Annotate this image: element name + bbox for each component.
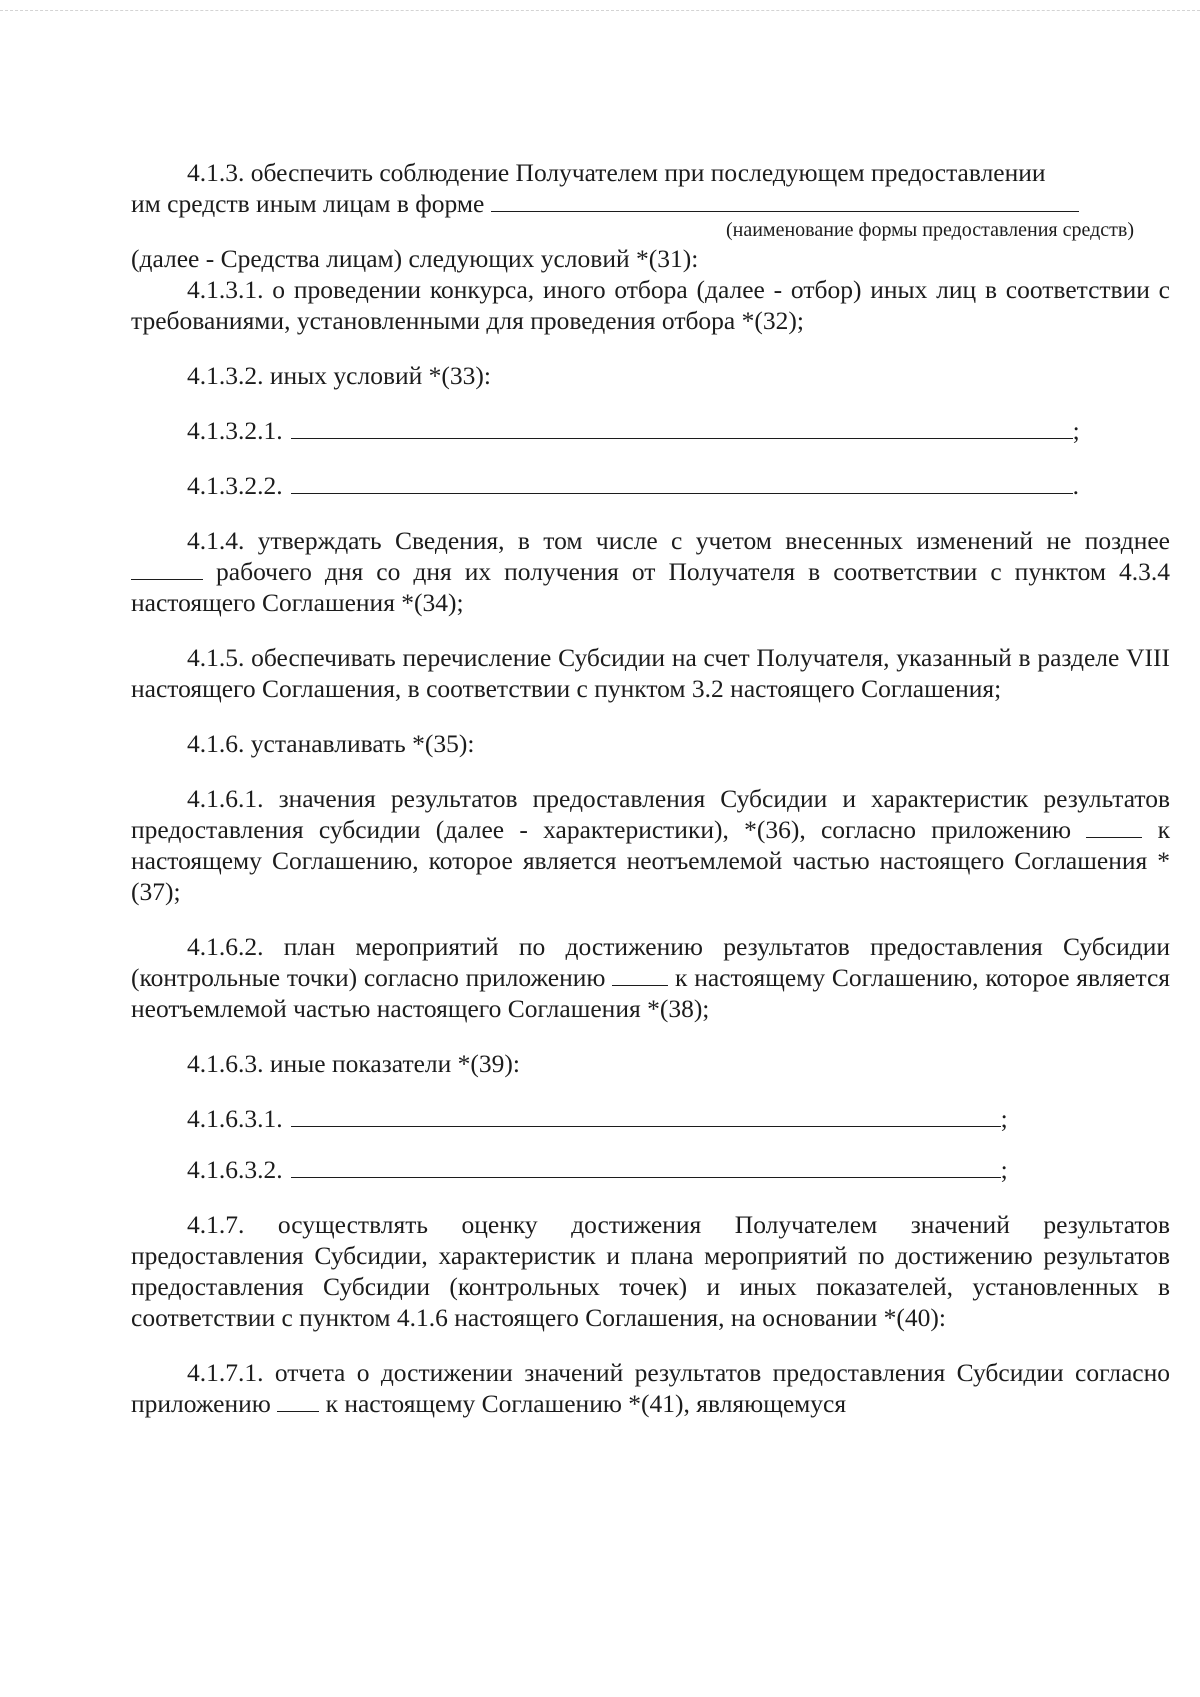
days-blank: [131, 557, 203, 580]
paragraph-4-1-4: 4.1.4. утверждать Сведения, в том числе с учетом внесенных изменений не позднее рабочего дня со дня их получения от Получателя в соответствии с пунктом 4.3.4 настоящего Соглашения *(34);: [131, 526, 1170, 617]
form-type-blank: [491, 189, 1079, 212]
paragraph-4-1-3-2: 4.1.3.2. иных условий *(33):: [187, 361, 491, 390]
paragraph-4-1-3-1: 4.1.3.1. о проведении конкурса, иного отбора (далее - отбор) иных лиц в соответствии с требованиями, установленными для проведения отбора *(32);: [131, 275, 1170, 335]
paragraph-4-1-5: 4.1.5. обеспечивать перечисление Субсидии на счет Получателя, указанный в разделе VIII настоящего Соглашения, в соответствии с пунктом 3.2 настоящего Соглашения;: [131, 643, 1170, 703]
paragraph-4-1-7-1: 4.1.7.1. отчета о достижении значений результатов предоставления Субсидии согласно приложению к настоящему Соглашению *(41), являющемуся: [131, 1358, 1170, 1418]
appendix-number-blank: [277, 1389, 319, 1412]
blank-line: [291, 416, 1073, 439]
paragraph-4-1-6-2: 4.1.6.2. план мероприятий по достижению результатов предоставления Субсидии (контрольные точки) согласно приложению к настоящему Соглашению, которое является неотъемлемой частью настоящего Соглашения *(38);: [131, 932, 1171, 1023]
paragraph-4-1-3-line3: (далее - Средства лицам) следующих условий *(31):: [131, 244, 699, 273]
blank-line: [291, 471, 1073, 494]
fill-line-4-1-6-3-2: 4.1.6.3.2. ;: [187, 1155, 1008, 1184]
form-type-hint: (наименование формы предоставления средств): [725, 219, 1134, 241]
paragraph-4-1-7: 4.1.7. осуществлять оценку достижения Получателем значений результатов предоставления Субсидии, характеристик и плана мероприятий по достижению результатов предоставления Субсидии (контрольных точек) и иных показателей, установленных в соответствии с пунктом 4.1.6 настоящего Соглашения, на основании *(40):: [131, 1210, 1170, 1332]
scan-edge-line: [0, 10, 1200, 11]
paragraph-4-1-3-line2: им средств иным лицам в форме: [131, 188, 1170, 219]
paragraph-4-1-6-3: 4.1.6.3. иные показатели *(39):: [187, 1049, 520, 1078]
fill-line-4-1-3-2-2: 4.1.3.2.2. .: [187, 471, 1079, 500]
blank-line: [291, 1155, 1001, 1178]
appendix-number-blank: [1086, 815, 1142, 838]
blank-line: [291, 1104, 1001, 1127]
document-body: [131, 157, 1170, 1419]
paragraph-4-1-6: 4.1.6. устанавливать *(35):: [187, 729, 475, 758]
paragraph-4-1-6-1: 4.1.6.1. значения результатов предоставления Субсидии и характеристик результатов предоставления субсидии (далее - характеристики), *(36), согласно приложению к настоящему Соглашению, которое является неотъемлемой частью настоящего Соглашения *(37);: [131, 784, 1170, 906]
fill-line-4-1-3-2-1: 4.1.3.2.1. ;: [187, 416, 1080, 445]
appendix-number-blank: [612, 963, 668, 986]
paragraph-4-1-3-line1: 4.1.3. обеспечить соблюдение Получателем при последующем предоставлении: [187, 158, 1046, 187]
fill-line-4-1-6-3-1: 4.1.6.3.1. ;: [187, 1104, 1008, 1133]
